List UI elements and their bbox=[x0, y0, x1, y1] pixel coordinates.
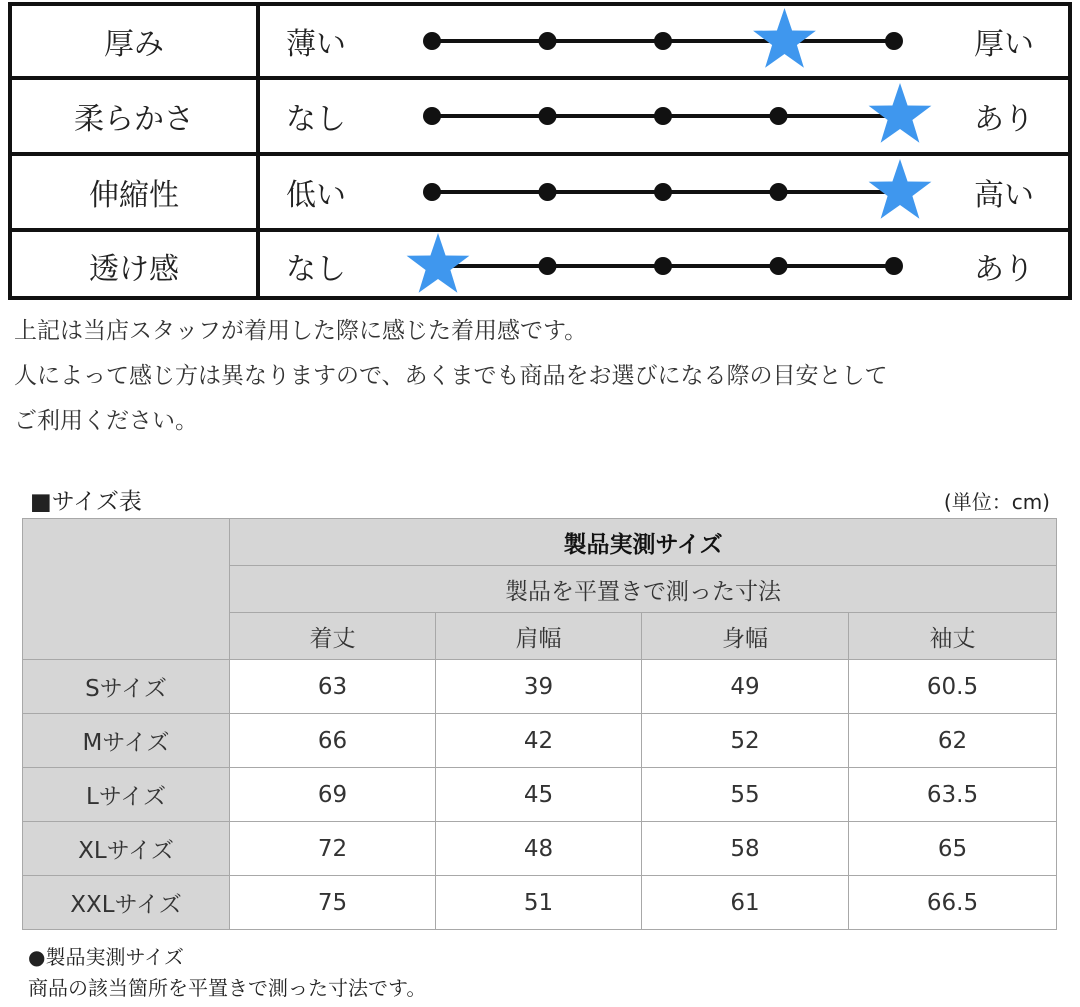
table-cell: 65 bbox=[849, 822, 1057, 876]
scale-point bbox=[654, 32, 672, 50]
table-row bbox=[23, 876, 1057, 930]
size-table-title: ■サイズ表 bbox=[30, 489, 142, 515]
table-row bbox=[23, 822, 1057, 876]
table-cell: 49 bbox=[642, 660, 849, 714]
table-cell: 61 bbox=[642, 876, 849, 930]
feel-label: 透け感 bbox=[12, 232, 260, 300]
note-line: ご利用ください。 bbox=[14, 408, 198, 434]
table-cell: 52 bbox=[642, 714, 849, 768]
column-header: 身幅 bbox=[642, 613, 849, 660]
size-table bbox=[22, 518, 1057, 930]
table-cell: 58 bbox=[642, 822, 849, 876]
scale-point bbox=[770, 107, 788, 125]
star-marker-icon bbox=[753, 8, 816, 68]
scale-track bbox=[12, 156, 1068, 228]
table-cell: 66.5 bbox=[849, 876, 1057, 930]
scale-point bbox=[654, 257, 672, 275]
feel-row-sheerness bbox=[12, 228, 1068, 300]
size-table-unit: (単位：cm) bbox=[943, 490, 1050, 514]
row-header: Sサイズ bbox=[23, 660, 230, 714]
table-cell: 62 bbox=[849, 714, 1057, 768]
star-marker-icon bbox=[407, 233, 470, 293]
table-cell: 48 bbox=[436, 822, 642, 876]
table-cell: 45 bbox=[436, 768, 642, 822]
column-header: 着丈 bbox=[230, 613, 436, 660]
feel-right-label: 高い bbox=[974, 178, 1034, 213]
scale-point bbox=[423, 32, 441, 50]
scale-point bbox=[654, 107, 672, 125]
column-header: 袖丈 bbox=[849, 613, 1057, 660]
table-cell: 75 bbox=[230, 876, 436, 930]
scale-track bbox=[12, 6, 1068, 76]
note-line: 人によって感じ方は異なりますので、あくまでも商品をお選びになる際の目安として bbox=[14, 363, 888, 389]
table-cell: 60.5 bbox=[849, 660, 1057, 714]
table-cell: 63 bbox=[230, 660, 436, 714]
table-cell: 63.5 bbox=[849, 768, 1057, 822]
size-table-corner bbox=[23, 519, 230, 660]
feel-label: 厚み bbox=[12, 6, 260, 76]
scale-point bbox=[770, 257, 788, 275]
scale-track bbox=[12, 232, 1068, 300]
scale-track bbox=[12, 80, 1068, 152]
feel-row-softness bbox=[12, 76, 1068, 152]
table-row bbox=[23, 660, 1057, 714]
footer-heading: ●製品実測サイズ bbox=[28, 945, 184, 969]
row-header: XXLサイズ bbox=[23, 876, 230, 930]
scale-point bbox=[539, 183, 557, 201]
feel-row-stretch bbox=[12, 152, 1068, 228]
table-cell: 39 bbox=[436, 660, 642, 714]
feel-left-label: なし bbox=[286, 252, 346, 287]
scale-point bbox=[885, 257, 903, 275]
table-cell: 42 bbox=[436, 714, 642, 768]
scale-point bbox=[539, 32, 557, 50]
scale-point bbox=[770, 183, 788, 201]
table-cell: 66 bbox=[230, 714, 436, 768]
table-row bbox=[23, 714, 1057, 768]
scale-point bbox=[654, 183, 672, 201]
table-cell: 72 bbox=[230, 822, 436, 876]
star-marker-icon bbox=[869, 159, 932, 219]
table-cell: 51 bbox=[436, 876, 642, 930]
scale-point bbox=[423, 107, 441, 125]
table-cell: 55 bbox=[642, 768, 849, 822]
scale-point bbox=[885, 32, 903, 50]
footer-text: 商品の該当箇所を平置きで測った寸法です。 bbox=[28, 976, 427, 1000]
header-main: 製品実測サイズ bbox=[230, 519, 1057, 566]
feel-right-label: 厚い bbox=[974, 27, 1034, 62]
scale-point bbox=[539, 257, 557, 275]
row-header: XLサイズ bbox=[23, 822, 230, 876]
table-row bbox=[23, 768, 1057, 822]
feel-right-label: あり bbox=[974, 102, 1034, 137]
feel-left-label: 低い bbox=[286, 178, 346, 213]
header-sub: 製品を平置きで測った寸法 bbox=[230, 566, 1057, 613]
table-cell: 69 bbox=[230, 768, 436, 822]
column-header: 肩幅 bbox=[436, 613, 642, 660]
feel-left-label: 薄い bbox=[286, 27, 346, 62]
feel-left-label: なし bbox=[286, 102, 346, 137]
scale-point bbox=[423, 183, 441, 201]
feel-label: 伸縮性 bbox=[12, 156, 260, 228]
row-header: Mサイズ bbox=[23, 714, 230, 768]
feel-label: 柔らかさ bbox=[12, 80, 260, 152]
feel-right-label: あり bbox=[974, 252, 1034, 287]
row-header: Lサイズ bbox=[23, 768, 230, 822]
scale-point bbox=[539, 107, 557, 125]
note-line: 上記は当店スタッフが着用した際に感じた着用感です。 bbox=[14, 318, 588, 344]
feel-scale-table bbox=[8, 2, 1072, 300]
star-marker-icon bbox=[869, 83, 932, 143]
feel-row-thickness bbox=[12, 6, 1068, 76]
